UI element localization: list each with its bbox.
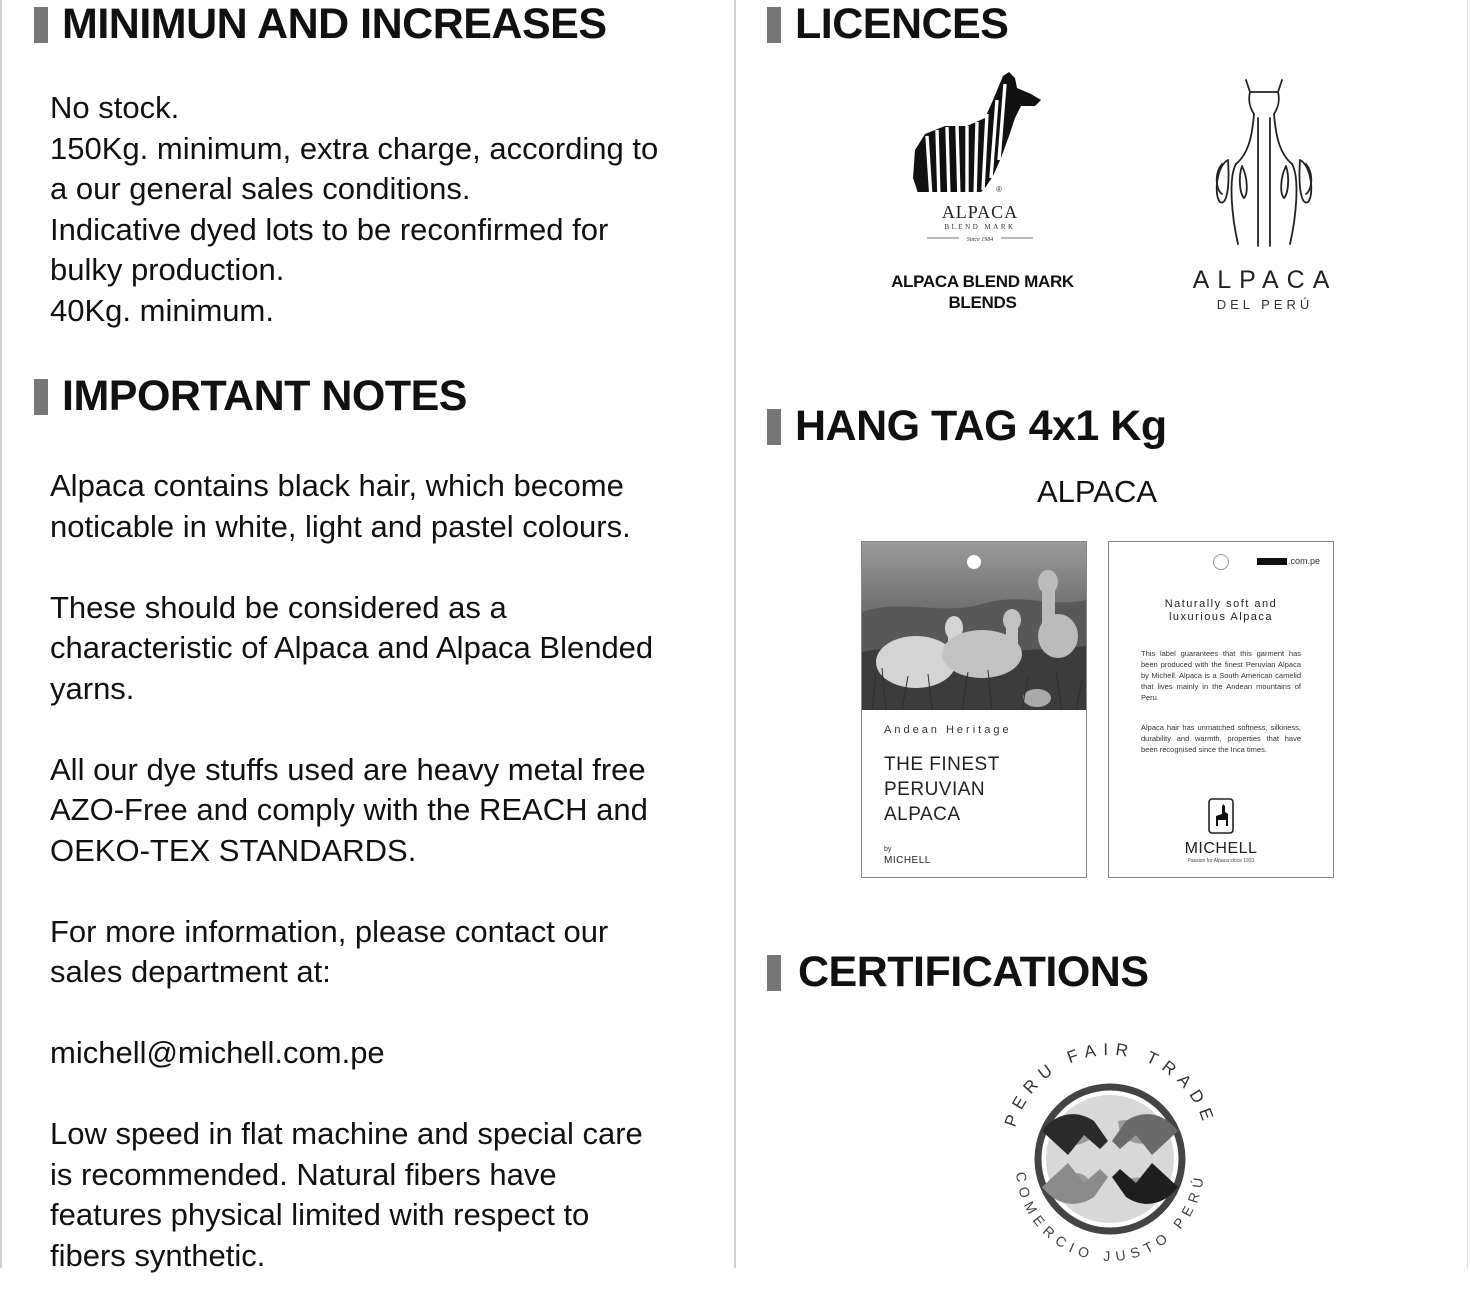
minimums-line: a our general sales conditions.: [50, 171, 471, 206]
back-brand: MICHELL: [1184, 840, 1258, 857]
back-heading-line: Naturally soft and: [1164, 598, 1278, 610]
minimums-line: 40Kg. minimum.: [50, 292, 274, 328]
blend-mark-caption-line: BLENDS: [948, 293, 1017, 312]
heading-licences: [767, 0, 1008, 49]
notes-line: Alpaca contains black hair, which become: [50, 468, 624, 503]
blend-mark-caption-line: ALPACA BLEND MARK: [891, 272, 1074, 291]
del-peru-word: ALPACA: [1192, 266, 1338, 294]
heading-bar: [767, 955, 781, 991]
notes-line: Low speed in flat machine and special care: [50, 1116, 643, 1151]
registered-mark: ®: [996, 185, 1002, 194]
minimums-line: bulky production.: [50, 252, 285, 287]
minimums-text: [50, 88, 658, 331]
notes-text: [50, 466, 653, 1276]
heading-bar: [767, 7, 781, 43]
notes-line: yarns.: [50, 670, 135, 706]
front-title-line: ALPACA: [884, 804, 961, 825]
notes-line: characteristic of Alpaca and Alpaca Blended: [50, 630, 654, 665]
blend-mark-word: ALPACA: [941, 202, 1019, 222]
back-heading: [1109, 598, 1333, 624]
alpaca-badge-icon: [1208, 798, 1234, 834]
blend-mark-caption: [880, 271, 1085, 313]
hang-tag-back: [1108, 541, 1334, 878]
front-by: by: [884, 846, 892, 853]
back-site: .com.pe: [1288, 556, 1321, 566]
notes-line: All our dye stuffs used are heavy metal free: [50, 751, 646, 787]
tag-hole: [967, 555, 981, 569]
back-tagline: Passion for Alpaca since 1931: [1187, 858, 1255, 864]
notes-line: features physical limited with respect to: [50, 1197, 590, 1232]
heading-bar: [34, 379, 48, 415]
notes-line: AZO-Free and comply with the REACH and: [50, 792, 648, 827]
minimums-line: 150Kg. minimum, extra charge, according to: [50, 130, 659, 166]
tag-hole: [1213, 554, 1229, 570]
heading-important-notes-text: IMPORTANT NOTES: [62, 372, 467, 420]
heading-bar: [767, 409, 781, 445]
notes-line: is recommended. Natural fibers have: [50, 1156, 557, 1192]
contact-email[interactable]: michell@michell.com.pe: [50, 1035, 385, 1070]
front-title-line: PERUVIAN: [884, 779, 986, 800]
hang-tag-front: [861, 541, 1087, 878]
heading-minimums-text: MINIMUN AND INCREASES: [62, 0, 607, 48]
notes-line: noticable in white, light and pastel colours.: [50, 508, 631, 544]
heading-licences-text: LICENCES: [795, 0, 1009, 48]
page-left-edge: [0, 0, 2, 1268]
blend-mark-sub: BLEND MARK: [944, 223, 1016, 231]
front-title-line: THE FINEST: [884, 754, 1000, 775]
notes-line: These should be considered as a: [50, 589, 507, 625]
notes-line: OEKO-TEX STANDARDS.: [50, 832, 417, 868]
heading-certifications-text: CERTIFICATIONS: [798, 948, 1149, 996]
minimums-line: No stock.: [50, 90, 180, 125]
alpaca-line-art: [1217, 80, 1312, 246]
del-peru-sub: DEL PERÚ: [1216, 297, 1314, 312]
back-paragraph-2: Alpaca hair has unmatched softness, silkiness, durability and warmth, properties that have been recognised since the Inca times.: [1141, 723, 1301, 754]
heading-bar: [34, 7, 48, 43]
alpaca-blend-mark-logo: [905, 70, 1055, 250]
blend-mark-since: Since 1984: [966, 237, 994, 243]
front-subtitle: Andean Heritage: [884, 724, 1012, 736]
hang-tag-label: ALPACA: [1037, 474, 1158, 509]
front-brand: MICHELL: [884, 855, 931, 866]
minimums-line: Indicative dyed lots to be reconfirmed for: [50, 211, 609, 247]
heading-hang-tag: [767, 402, 1167, 451]
seal-top-text: PERU FAIR TRADE: [1000, 1039, 1220, 1130]
heading-certifications: [767, 948, 1149, 997]
page-right-edge: [1467, 0, 1468, 1268]
alpaca-del-peru-icon: [1204, 78, 1324, 250]
back-paragraph-1: This label guarantees that this garment has been produced with the finest Peruvian Alpaca by Michell. Alpaca is a South American camelid that lives mainly in the Andean mountains of Peru.: [1141, 649, 1301, 702]
seal-bottom-text: COMERCIO JUSTO PERÚ: [1012, 1170, 1208, 1265]
heading-minimums: [34, 0, 607, 49]
fair-trade-seal-icon: [990, 1035, 1230, 1270]
front-title: [884, 752, 1000, 827]
column-divider: [734, 0, 736, 1268]
brand-logo-icon: [1257, 558, 1287, 565]
notes-line: sales department at:: [50, 954, 331, 989]
notes-line: fibers synthetic.: [50, 1237, 266, 1273]
alpaca-photo: [862, 542, 1086, 710]
notes-line: For more information, please contact our: [50, 913, 609, 949]
back-heading-line: luxurious Alpaca: [1168, 611, 1274, 623]
heading-hang-tag-text: HANG TAG 4x1 Kg: [795, 402, 1167, 450]
heading-important-notes: [34, 372, 467, 421]
